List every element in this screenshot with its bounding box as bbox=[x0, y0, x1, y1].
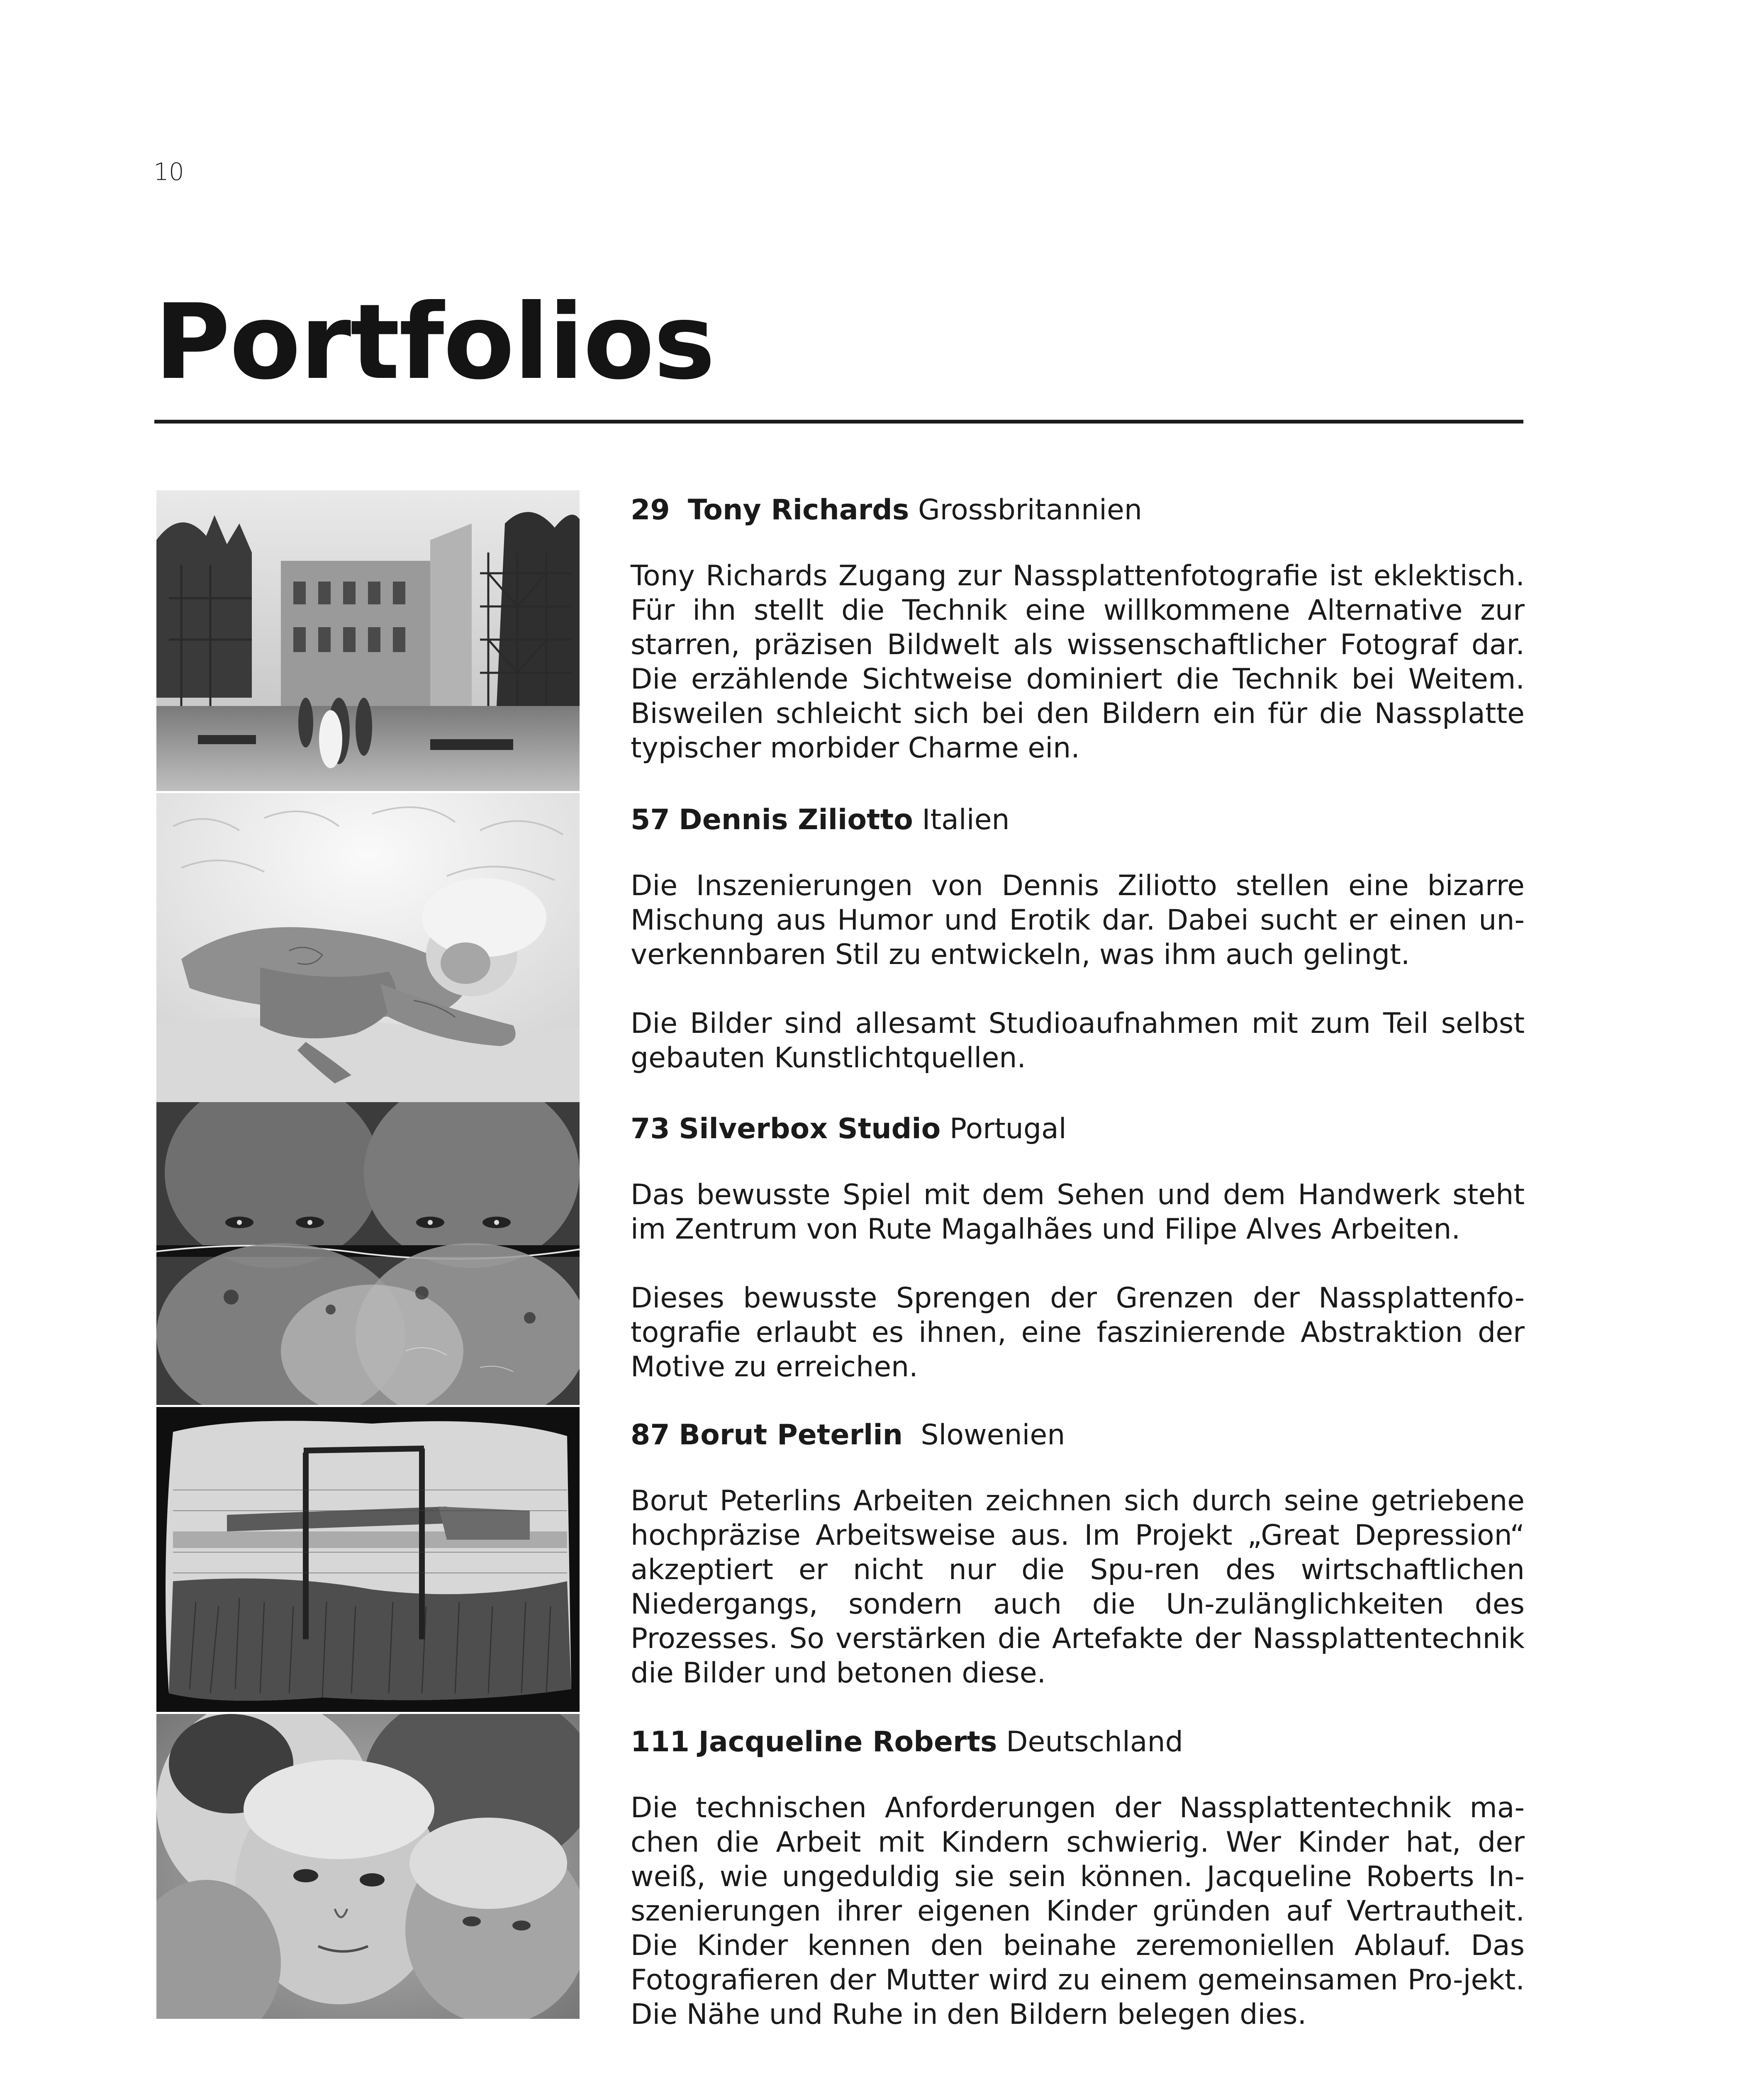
entry-paragraph: Die technischen Anforderungen der Nassplattentechnik ma-chen die Arbeit mit Kindern schwierig. Wer Kinder hat, der weiß, wie ungeduldig sie sein können. Jacqueline Roberts In-szenierungen ihrer eigenen Kinder gründen auf Vertrautheit. Die Kinder kennen den beinahe zeremoniellen Ablauf. Das Fotografieren der Mutter wird zu einem gemeinsamen Pro-jekt. Die Nähe und Ruhe in den Bildern belegen dies. bbox=[631, 1792, 1525, 2031]
photo-borut-peterlin bbox=[156, 1407, 580, 1712]
entry-heading bbox=[631, 1112, 1525, 1147]
entry-name: Tony Richards bbox=[687, 494, 909, 526]
entry-number: 87 bbox=[631, 1419, 670, 1451]
entry-paragraph: Das bewusste Spiel mit dem Sehen und dem Handwerk steht im Zentrum von Rute Magalhães und Filipe Alves Arbeiten. bbox=[631, 1178, 1525, 1246]
entry-dennis-ziliotto bbox=[631, 803, 1525, 1075]
entry-heading bbox=[631, 1725, 1525, 1760]
entry-country: Deutschland bbox=[1006, 1726, 1183, 1758]
entry-heading bbox=[631, 803, 1525, 837]
entry-country: Italien bbox=[922, 803, 1010, 836]
entry-name: Jacqueline Roberts bbox=[698, 1726, 997, 1758]
title-rule bbox=[154, 420, 1523, 424]
entry-number: 111 bbox=[631, 1726, 690, 1758]
entry-jacqueline-roberts bbox=[631, 1725, 1525, 2032]
entry-country: Portugal bbox=[949, 1112, 1067, 1145]
photo-silverbox-studio bbox=[156, 1102, 580, 1405]
photo-jacqueline-roberts bbox=[156, 1714, 580, 2019]
entry-name: Borut Peterlin bbox=[679, 1419, 903, 1451]
photo-dennis-ziliotto bbox=[156, 793, 580, 1102]
entry-silverbox-studio bbox=[631, 1112, 1525, 1384]
entry-number: 29 bbox=[631, 494, 670, 526]
entry-number: 57 bbox=[631, 803, 670, 836]
entry-paragraph: Dieses bewusste Sprengen der Grenzen der Nassplattenfo-tografie erlaubt es ihnen, eine faszinierende Abstraktion der Motive zu erreichen. bbox=[631, 1282, 1525, 1383]
entry-country: Slowenien bbox=[921, 1419, 1065, 1451]
entry-paragraph: Die Inszenierungen von Dennis Ziliotto stellen eine bizarre Mischung aus Humor und Erotik dar. Dabei sucht er einen un-verkennbaren Stil zu entwickeln, was ihm auch gelingt. bbox=[631, 869, 1525, 971]
entry-number: 73 bbox=[631, 1112, 670, 1145]
photo-tony-richards bbox=[156, 490, 580, 791]
entry-heading bbox=[631, 1418, 1525, 1453]
entry-name: Silverbox Studio bbox=[679, 1112, 941, 1145]
entry-country: Grossbritannien bbox=[918, 494, 1142, 526]
entry-paragraph: Die Bilder sind allesamt Studioaufnahmen mit zum Teil selbst gebauten Kunstlichtquellen. bbox=[631, 1007, 1525, 1074]
entry-name: Dennis Ziliotto bbox=[679, 803, 913, 836]
page-number: 10 bbox=[153, 158, 184, 186]
entry-tony-richards bbox=[631, 493, 1525, 765]
entry-heading bbox=[631, 493, 1525, 528]
entry-borut-peterlin bbox=[631, 1418, 1525, 1690]
entry-paragraph: Borut Peterlins Arbeiten zeichnen sich durch seine getriebene hochpräzise Arbeitsweise aus. Im Projekt „Great Depression“ akzeptiert er nicht nur die Spu-ren des wirtschaftlichen Niedergangs, sondern auch die Un-zulänglichkeiten des Prozesses. So verstärken die Artefakte der Nassplattentechnik die Bilder und betonen diese. bbox=[631, 1485, 1525, 1689]
entry-paragraph: Tony Richards Zugang zur Nassplattenfotografie ist eklektisch. Für ihn stellt die Technik eine willkommene Alternative zur starren, präzisen Bildwelt als wissenschaftlicher Fotograf dar. Die erzählende Sichtweise dominiert die Technik bei Weitem. Bisweilen schleicht sich bei den Bildern ein für die Nassplatte typischer morbider Charme ein. bbox=[631, 560, 1525, 764]
page-title: Portfolios bbox=[154, 282, 715, 402]
